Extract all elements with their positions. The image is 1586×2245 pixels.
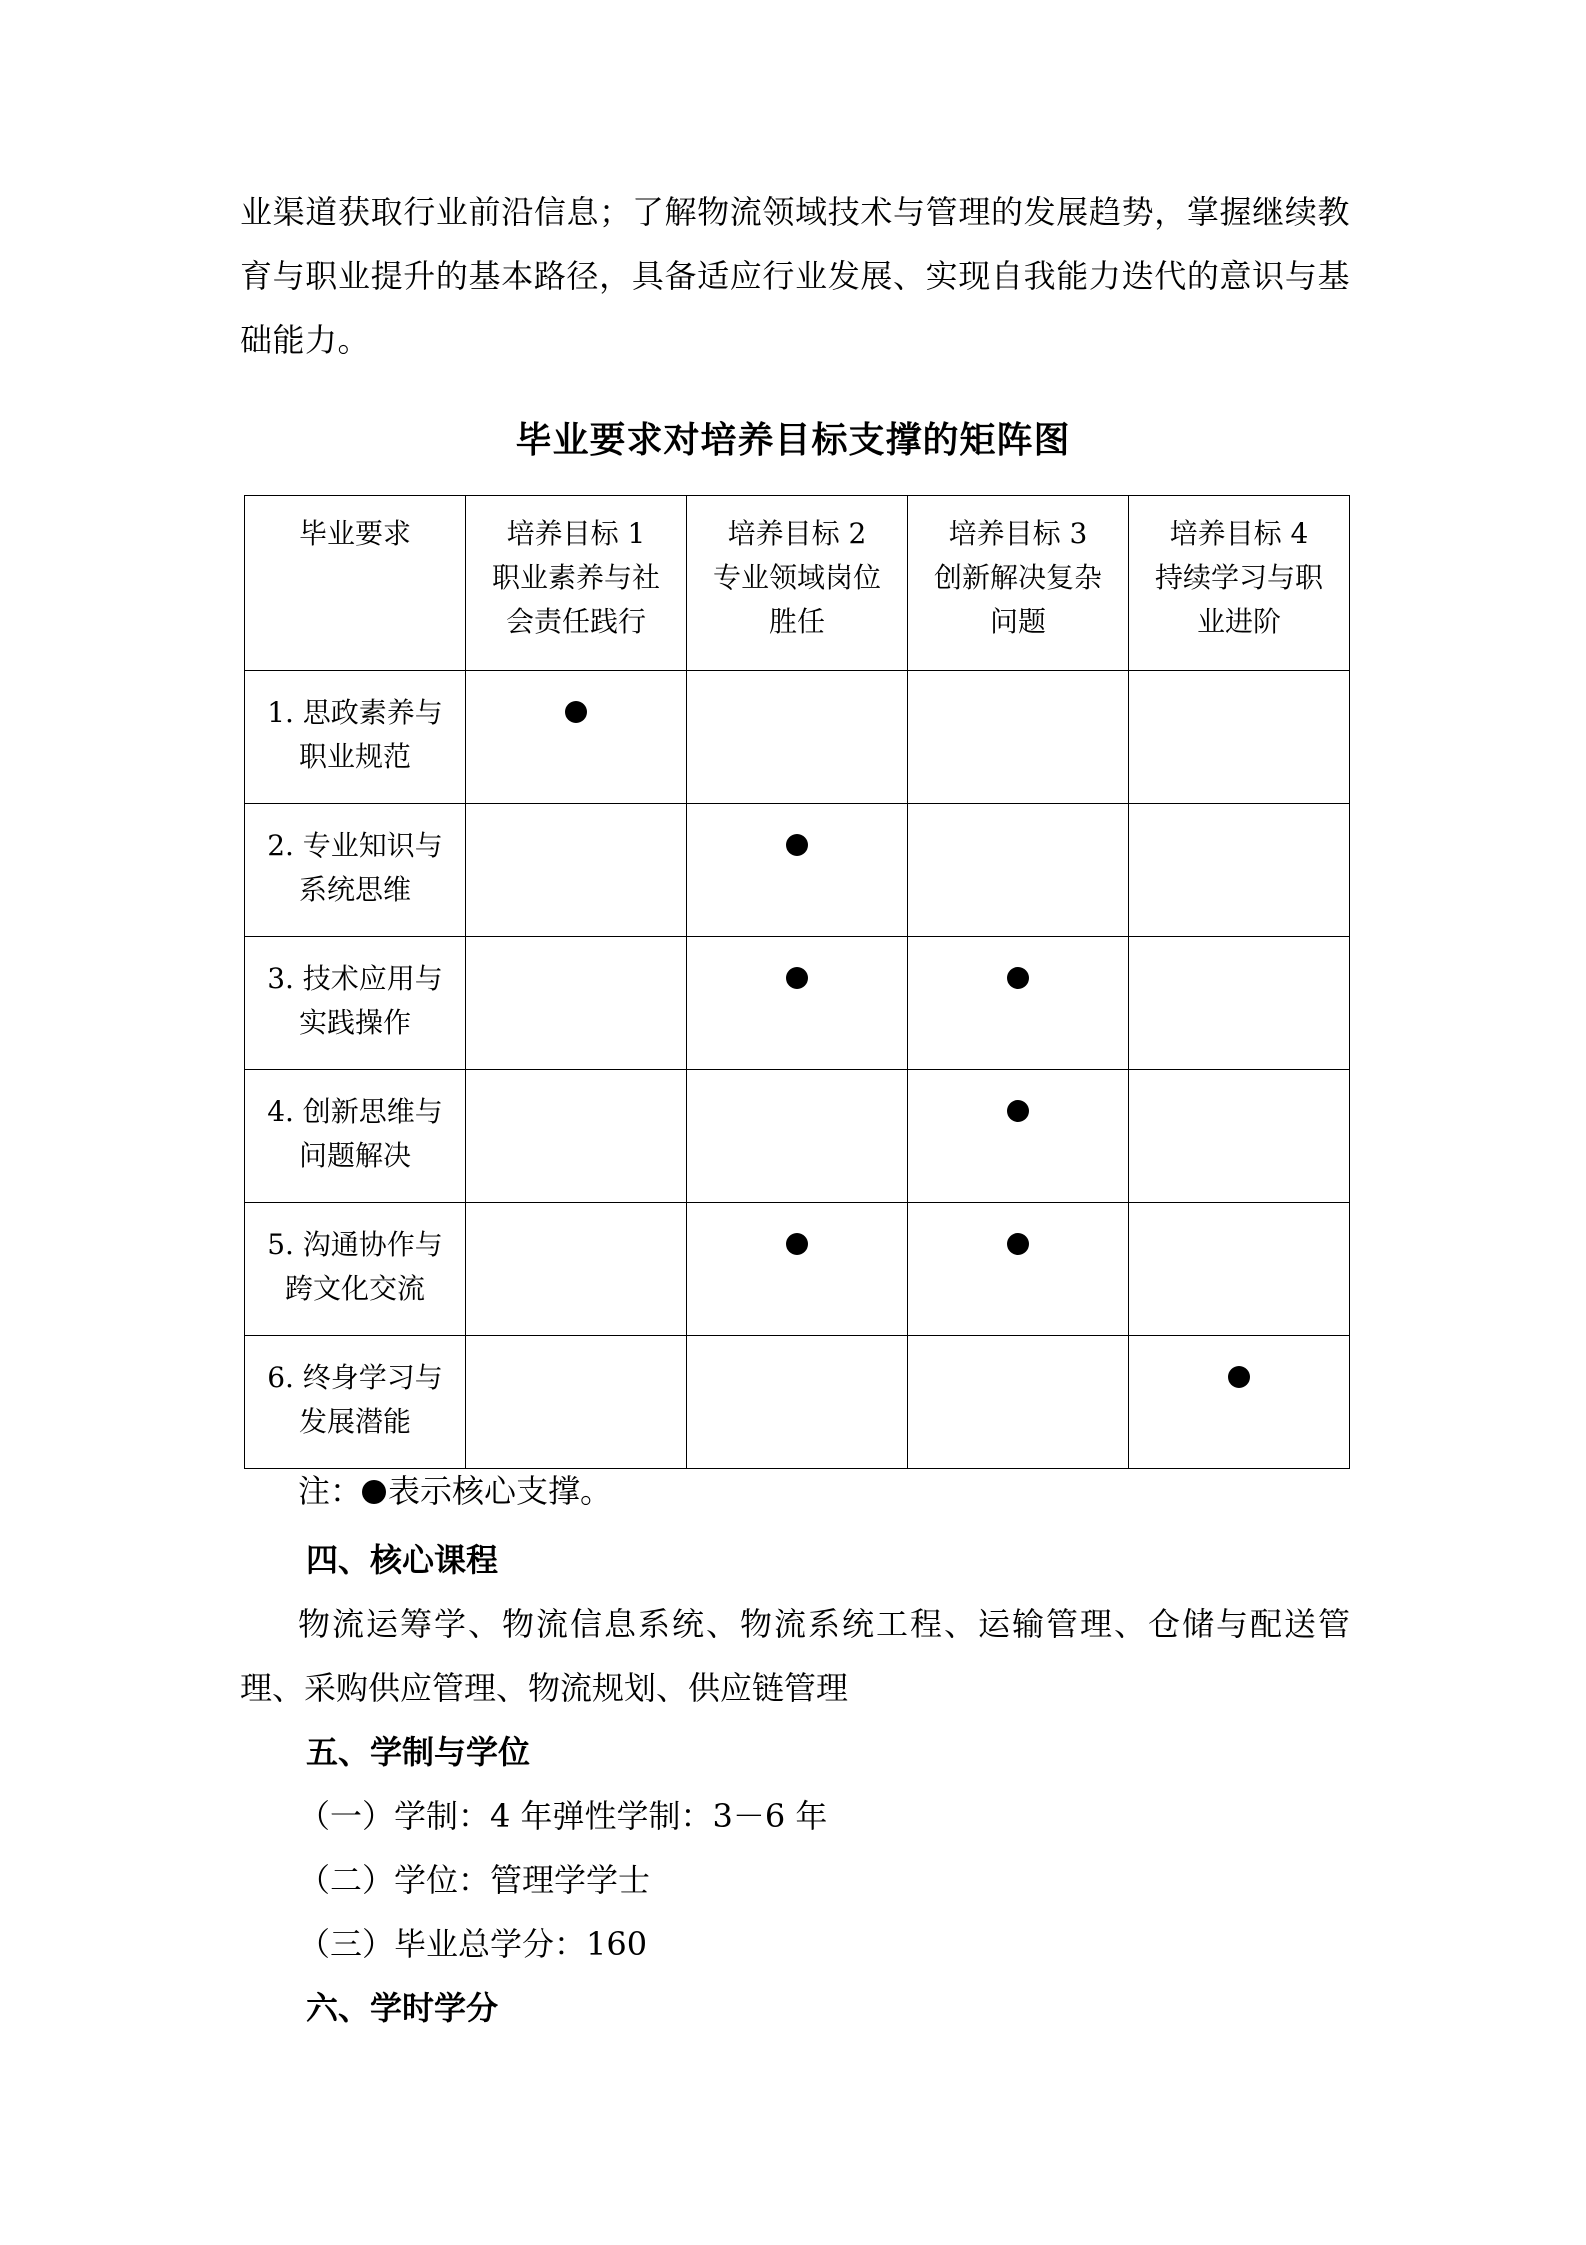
schooling-item: （一）学制：4 年弹性学制：3－6 年 (298, 1797, 828, 1835)
support-cell (908, 1336, 1129, 1469)
table-row (245, 671, 1350, 804)
requirement-cell (245, 937, 466, 1070)
support-dot-icon (1007, 1233, 1029, 1255)
matrix-header (245, 496, 1350, 671)
matrix-header-row (245, 496, 1350, 671)
note-suffix: 表示核心支撑。 (388, 1472, 613, 1510)
support-cell (1129, 804, 1350, 937)
support-cell (1129, 671, 1350, 804)
header-goal-line: 问题 (989, 605, 1046, 638)
header-goal-line: 会责任践行 (505, 605, 646, 638)
header-goal-1 (466, 496, 687, 671)
requirement-cell (245, 1336, 466, 1469)
requirement-line: 6. 终身学习与 (267, 1361, 443, 1394)
header-goal-line: 业进阶 (1196, 605, 1281, 638)
support-cell (908, 804, 1129, 937)
requirement-cell (245, 1203, 466, 1336)
credits-item: （三）毕业总学分：160 (298, 1925, 648, 1963)
support-dot-icon (565, 701, 587, 723)
header-goal-line: 培养目标 1 (506, 517, 646, 550)
requirement-cell (245, 804, 466, 937)
header-goal-line: 培养目标 3 (948, 517, 1088, 550)
section-heading: 五、学制与学位 (306, 1733, 531, 1771)
requirement-cell (245, 671, 466, 804)
support-cell (466, 804, 687, 937)
support-cell (687, 671, 908, 804)
header-goal-2 (687, 496, 908, 671)
section-heading: 四、核心课程 (306, 1541, 499, 1579)
table-row (245, 1203, 1350, 1336)
core-courses-text: 物流运筹学、物流信息系统、物流系统工程、运输管理、仓储与配送管理、采购供应管理、物流规划、供应链管理 (240, 1605, 1350, 1707)
matrix-table-wrapper (244, 495, 1350, 1469)
support-dot-icon (1228, 1366, 1250, 1388)
header-goal-line: 职业素养与社 (491, 561, 660, 594)
intro-paragraph-block (240, 180, 1350, 372)
header-goal-line: 创新解决复杂 (933, 561, 1102, 594)
header-goal-4 (1129, 496, 1350, 671)
table-row (245, 937, 1350, 1070)
degree-item: （二）学位：管理学学士 (298, 1861, 651, 1899)
support-cell (1129, 1336, 1350, 1469)
section-hours-credits (240, 1976, 1350, 2040)
requirement-line: 发展潜能 (298, 1405, 411, 1438)
requirement-line: 问题解决 (298, 1139, 411, 1172)
section-core-courses (240, 1528, 1350, 1720)
support-cell (908, 937, 1129, 1070)
support-cell (687, 937, 908, 1070)
header-goal-line: 持续学习与职 (1154, 561, 1323, 594)
header-requirement-label: 毕业要求 (298, 517, 411, 550)
support-cell (687, 1203, 908, 1336)
header-requirement (245, 496, 466, 671)
support-cell (466, 1336, 687, 1469)
support-cell (466, 1203, 687, 1336)
header-goal-line: 培养目标 2 (727, 517, 867, 550)
requirement-line: 5. 沟通协作与 (267, 1228, 443, 1261)
bullet-dot-icon (362, 1480, 386, 1504)
support-cell (1129, 1070, 1350, 1203)
table-row (245, 1336, 1350, 1469)
support-dot-icon (786, 967, 808, 989)
header-goal-line: 胜任 (768, 605, 825, 638)
support-cell (908, 1203, 1129, 1336)
support-cell (908, 671, 1129, 804)
support-cell (466, 937, 687, 1070)
requirement-cell (245, 1070, 466, 1203)
note-prefix: 注： (298, 1472, 363, 1510)
matrix-body (245, 671, 1350, 1469)
table-row (245, 1070, 1350, 1203)
table-row (245, 804, 1350, 937)
support-cell (1129, 937, 1350, 1070)
requirement-line: 职业规范 (298, 740, 411, 773)
requirement-line: 跨文化交流 (284, 1272, 425, 1305)
support-cell (466, 1070, 687, 1203)
header-goal-3 (908, 496, 1129, 671)
support-cell (908, 1070, 1129, 1203)
support-cell (466, 671, 687, 804)
header-goal-line: 专业领域岗位 (712, 561, 881, 594)
support-cell (1129, 1203, 1350, 1336)
requirement-line: 1. 思政素养与 (267, 696, 443, 729)
intro-paragraph: 业渠道获取行业前沿信息；了解物流领域技术与管理的发展趋势，掌握继续教育与职业提升的基本路径，具备适应行业发展、实现自我能力迭代的意识与基础能力。 (240, 193, 1350, 359)
requirement-line: 4. 创新思维与 (267, 1095, 443, 1128)
matrix-note (298, 1466, 612, 1516)
support-dot-icon (786, 834, 808, 856)
requirement-line: 系统思维 (298, 873, 411, 906)
support-cell (687, 1336, 908, 1469)
header-goal-line: 培养目标 4 (1169, 517, 1309, 550)
requirement-line: 2. 专业知识与 (267, 829, 443, 862)
requirement-line: 实践操作 (298, 1006, 411, 1039)
support-dot-icon (786, 1233, 808, 1255)
support-matrix-table (244, 495, 1350, 1469)
support-dot-icon (1007, 1100, 1029, 1122)
support-cell (687, 1070, 908, 1203)
section-heading: 六、学时学分 (306, 1989, 499, 2027)
support-dot-icon (1007, 967, 1029, 989)
requirement-line: 3. 技术应用与 (267, 962, 443, 995)
section-schooling-degree (240, 1720, 1350, 1976)
matrix-title: 毕业要求对培养目标支撑的矩阵图 (515, 419, 1071, 461)
support-cell (687, 804, 908, 937)
